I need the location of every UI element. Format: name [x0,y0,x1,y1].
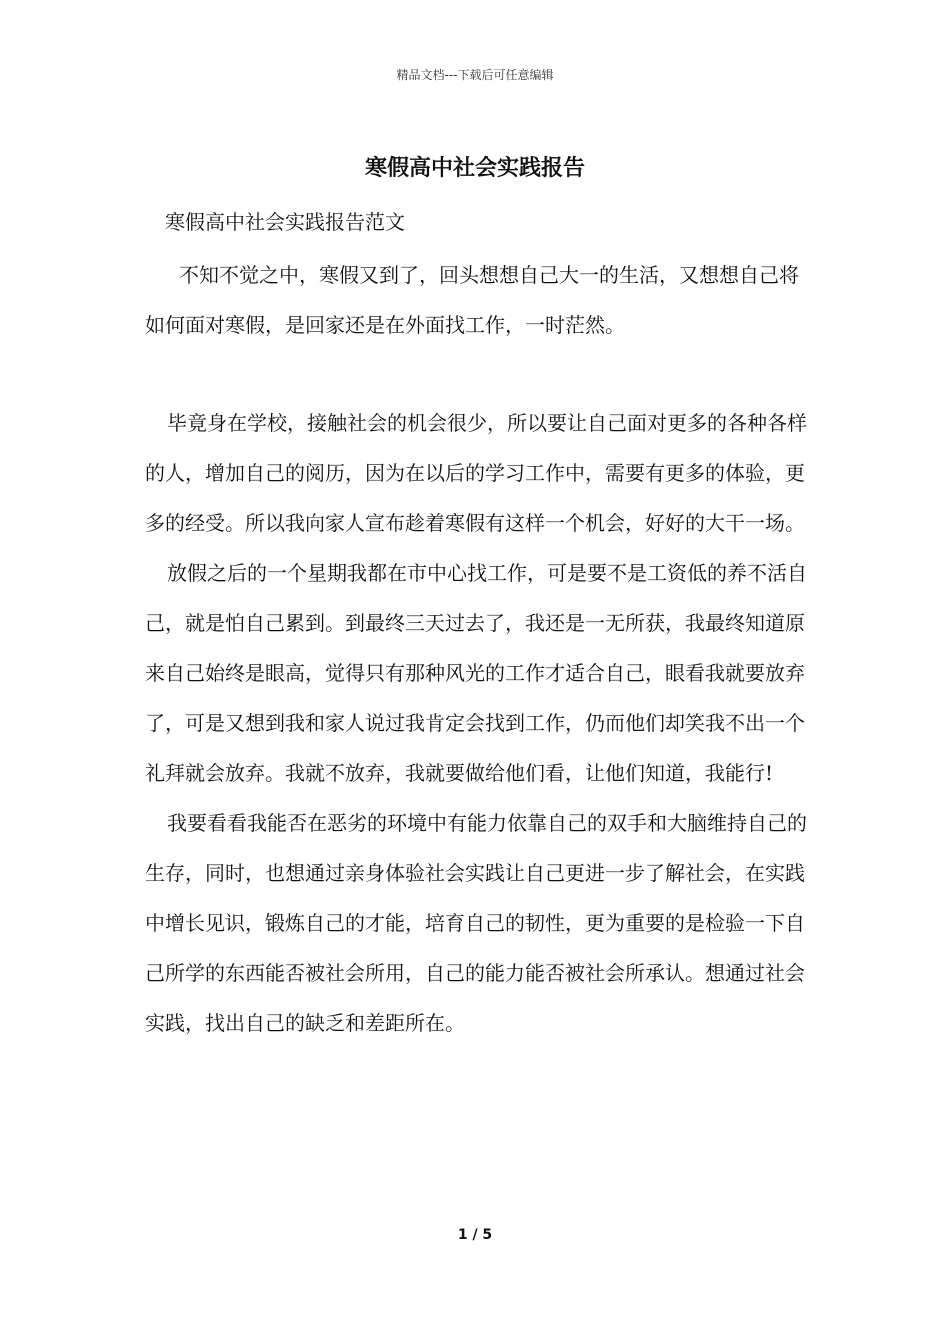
page-header: 精品文档---下载后可任意编辑 [396,68,554,82]
paragraph-2: 毕竟身在学校，接触社会的机会很少，所以要让自己面对更多的各种各样的人，增加自己的阅历，因为在以后的学习工作中，需要有更多的体验，更多的经受。所以我向家人宣布趁着寒假有这样一个机会，好好的大干一场。 [145,411,807,535]
document-subtitle: 寒假高中社会实践报告范文 [165,210,405,234]
paragraph-1: 不知不觉之中，寒假又到了，回头想想自己大一的生活，又想想自己将如何面对寒假，是回家还是在外面找工作，一时茫然。 [145,263,799,337]
document-body [145,250,809,1048]
document-title: 寒假高中社会实践报告 [364,155,585,181]
paragraph-3: 放假之后的一个星期我都在市中心找工作，可是要不是工资低的养不活自己，就是怕自己累到。到最终三天过去了，我还是一无所获，我最终知道原来自己始终是眼高，觉得只有那种风光的工作才适合自己，眼看我就要放弃了，可是又想到我和家人说过我肯定会找到工作，仍而他们却笑我不出一个礼拜就会放弃。我就不放弃，我就要做给他们看，让他们知道，我能行! [145,561,807,785]
page-number: 1 / 5 [457,1227,493,1243]
paragraph-4: 我要看看我能否在恶劣的环境中有能力依靠自己的双手和大脑维持自己的生存，同时，也想通过亲身体验社会实践让自己更进一步了解社会，在实践中增长见识，锻炼自己的才能，培育自己的韧性，更为重要的是检验一下自己所学的东西能否被社会所用，自己的能力能否被社会所承认。想通过社会实践，找出自己的缺乏和差距所在。 [145,811,807,1035]
